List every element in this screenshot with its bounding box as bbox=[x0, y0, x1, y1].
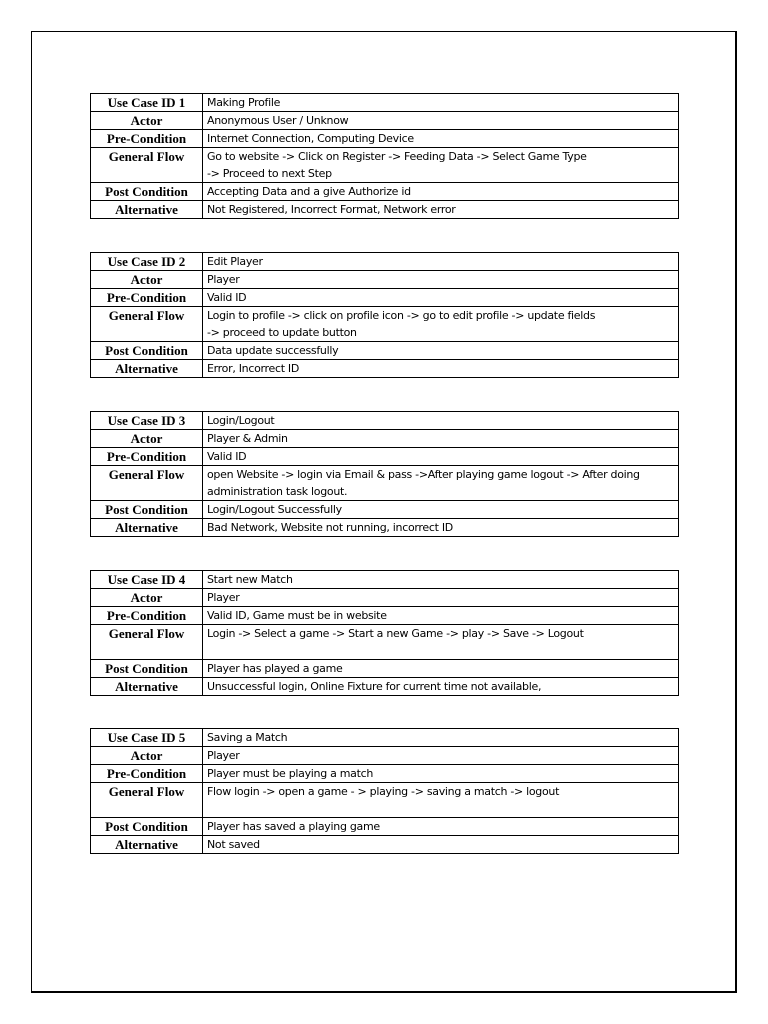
actor-value: Player & Admin bbox=[203, 430, 679, 448]
alternative-label: Alternative bbox=[91, 836, 203, 854]
table-row bbox=[91, 747, 679, 765]
pre-condition-label: Pre-Condition bbox=[91, 130, 203, 148]
general-flow-value bbox=[203, 466, 679, 501]
general-flow-value bbox=[203, 783, 679, 818]
table-row bbox=[91, 342, 679, 360]
post-condition-label: Post Condition bbox=[91, 183, 203, 201]
general-flow-label: General Flow bbox=[91, 466, 203, 501]
use-case-name: Saving a Match bbox=[203, 729, 679, 747]
table-row bbox=[91, 607, 679, 625]
pre-condition-value: Valid ID bbox=[203, 289, 679, 307]
pre-condition-value: Valid ID, Game must be in website bbox=[203, 607, 679, 625]
use-case-name: Making Profile bbox=[203, 94, 679, 112]
alternative-label: Alternative bbox=[91, 360, 203, 378]
general-flow-value bbox=[203, 307, 679, 342]
post-condition-label: Post Condition bbox=[91, 818, 203, 836]
use-case-id-label: Use Case ID 4 bbox=[91, 571, 203, 589]
general-flow-value bbox=[203, 625, 679, 660]
table-row bbox=[91, 818, 679, 836]
general-flow-label: General Flow bbox=[91, 148, 203, 183]
table-row bbox=[91, 729, 679, 747]
actor-value: Player bbox=[203, 747, 679, 765]
general-flow-label: General Flow bbox=[91, 307, 203, 342]
use-case-id-label: Use Case ID 2 bbox=[91, 253, 203, 271]
post-condition-label: Post Condition bbox=[91, 660, 203, 678]
post-condition-label: Post Condition bbox=[91, 342, 203, 360]
general-flow-line: -> Proceed to next Step bbox=[207, 167, 332, 180]
use-case-id-label: Use Case ID 1 bbox=[91, 94, 203, 112]
post-condition-value: Player has saved a playing game bbox=[203, 818, 679, 836]
use-case-name: Login/Logout bbox=[203, 412, 679, 430]
actor-value: Anonymous User / Unknow bbox=[203, 112, 679, 130]
pre-condition-label: Pre-Condition bbox=[91, 765, 203, 783]
actor-label: Actor bbox=[91, 430, 203, 448]
alternative-value: Error, Incorrect ID bbox=[203, 360, 679, 378]
table-row bbox=[91, 94, 679, 112]
table-row bbox=[91, 501, 679, 519]
table-row bbox=[91, 836, 679, 854]
general-flow-value bbox=[203, 148, 679, 183]
table-row bbox=[91, 360, 679, 378]
table-row bbox=[91, 148, 679, 183]
use-case-id-label: Use Case ID 5 bbox=[91, 729, 203, 747]
table-row bbox=[91, 112, 679, 130]
post-condition-value: Data update successfully bbox=[203, 342, 679, 360]
use-case-table-4 bbox=[90, 570, 679, 696]
general-flow-line: Login -> Select a game -> Start a new Game -> play -> Save -> Logout bbox=[207, 627, 584, 640]
table-row bbox=[91, 271, 679, 289]
use-case-table-2 bbox=[90, 252, 679, 378]
alternative-value: Not saved bbox=[203, 836, 679, 854]
table-row bbox=[91, 625, 679, 660]
actor-value: Player bbox=[203, 271, 679, 289]
table-row bbox=[91, 412, 679, 430]
alternative-label: Alternative bbox=[91, 201, 203, 219]
pre-condition-value: Valid ID bbox=[203, 448, 679, 466]
alternative-value: Not Registered, Incorrect Format, Network error bbox=[203, 201, 679, 219]
general-flow-label: General Flow bbox=[91, 783, 203, 818]
actor-value: Player bbox=[203, 589, 679, 607]
general-flow-line: Go to website -> Click on Register -> Feeding Data -> Select Game Type bbox=[207, 150, 587, 163]
table-row bbox=[91, 130, 679, 148]
general-flow-label: General Flow bbox=[91, 625, 203, 660]
table-row bbox=[91, 678, 679, 696]
general-flow-line: -> proceed to update button bbox=[207, 326, 357, 339]
post-condition-value: Player has played a game bbox=[203, 660, 679, 678]
table-row bbox=[91, 571, 679, 589]
general-flow-line: Flow login -> open a game - > playing -> saving a match -> logout bbox=[207, 785, 560, 798]
use-case-name: Edit Player bbox=[203, 253, 679, 271]
table-row bbox=[91, 783, 679, 818]
pre-condition-label: Pre-Condition bbox=[91, 448, 203, 466]
use-case-name: Start new Match bbox=[203, 571, 679, 589]
table-row bbox=[91, 448, 679, 466]
table-row bbox=[91, 430, 679, 448]
table-row bbox=[91, 307, 679, 342]
use-case-id-label: Use Case ID 3 bbox=[91, 412, 203, 430]
alternative-value: Unsuccessful login, Online Fixture for current time not available, bbox=[203, 678, 679, 696]
table-row bbox=[91, 253, 679, 271]
general-flow-line: open Website -> login via Email & pass ->After playing game logout -> After doing bbox=[207, 468, 640, 481]
post-condition-value: Login/Logout Successfully bbox=[203, 501, 679, 519]
table-row bbox=[91, 589, 679, 607]
pre-condition-value: Player must be playing a match bbox=[203, 765, 679, 783]
table-row bbox=[91, 519, 679, 537]
pre-condition-label: Pre-Condition bbox=[91, 607, 203, 625]
actor-label: Actor bbox=[91, 747, 203, 765]
table-row bbox=[91, 466, 679, 501]
actor-label: Actor bbox=[91, 589, 203, 607]
alternative-label: Alternative bbox=[91, 678, 203, 696]
pre-condition-label: Pre-Condition bbox=[91, 289, 203, 307]
alternative-value: Bad Network, Website not running, incorrect ID bbox=[203, 519, 679, 537]
pre-condition-value: Internet Connection, Computing Device bbox=[203, 130, 679, 148]
actor-label: Actor bbox=[91, 112, 203, 130]
general-flow-line: Login to profile -> click on profile icon -> go to edit profile -> update fields bbox=[207, 309, 596, 322]
table-row bbox=[91, 201, 679, 219]
alternative-label: Alternative bbox=[91, 519, 203, 537]
table-row bbox=[91, 289, 679, 307]
use-case-table-3 bbox=[90, 411, 679, 537]
general-flow-line: administration task logout. bbox=[207, 485, 348, 498]
table-row bbox=[91, 765, 679, 783]
use-case-table-1 bbox=[90, 93, 679, 219]
use-case-table-5 bbox=[90, 728, 679, 854]
actor-label: Actor bbox=[91, 271, 203, 289]
post-condition-label: Post Condition bbox=[91, 501, 203, 519]
table-row bbox=[91, 660, 679, 678]
table-row bbox=[91, 183, 679, 201]
post-condition-value: Accepting Data and a give Authorize id bbox=[203, 183, 679, 201]
